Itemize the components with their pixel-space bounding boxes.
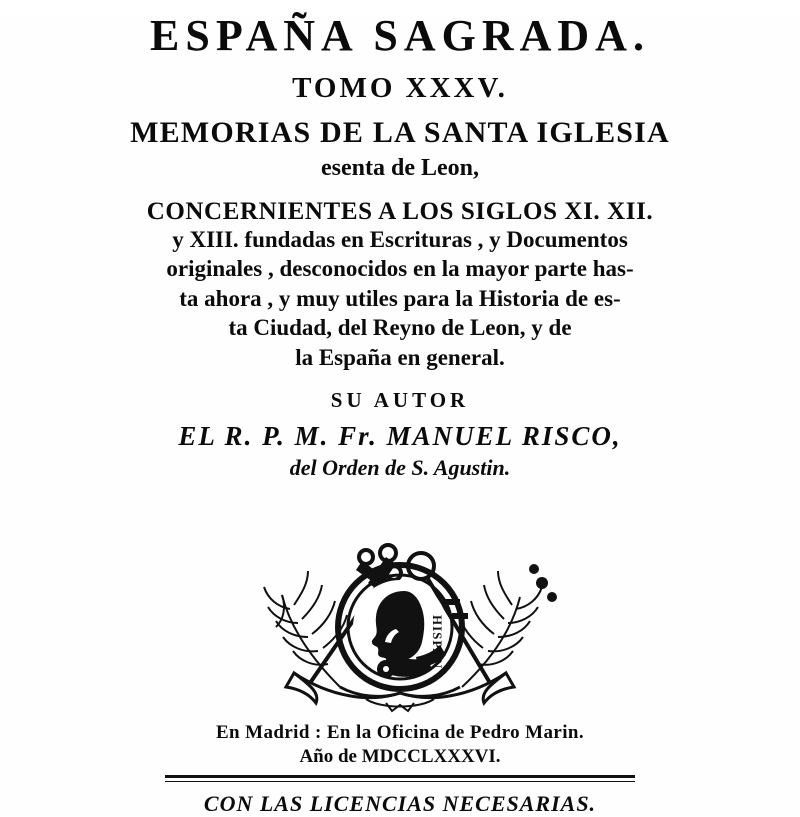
- hispania-medallion-emblem: [190, 487, 610, 717]
- author-label: SU AUTOR: [330, 388, 470, 413]
- author-order: del Orden de S. Agustin.: [289, 455, 511, 481]
- description-line-2: y XIII. fundadas en Escrituras , y Documentos: [172, 226, 628, 252]
- divider-thin: [165, 781, 635, 782]
- description-line-4: ta ahora , y muy utiles para la Historia de es-: [179, 285, 621, 311]
- subtitle-line-1: MEMORIAS DE LA SANTA IGLESIA: [130, 116, 670, 149]
- licence-line: CON LAS LICENCIAS NECESARIAS.: [203, 790, 597, 816]
- emblem-container: [0, 486, 800, 718]
- title-page: [0, 11, 800, 816]
- medallion-legend: HISPAN: [430, 614, 445, 669]
- description-line-5: ta Ciudad, del Reyno de Leon, y de: [228, 315, 572, 341]
- author-name: EL R. P. M. Fr. MANUEL RISCO,: [178, 421, 622, 452]
- imprint-line: En Madrid : En la Oficina de Pedro Marin.: [215, 721, 585, 743]
- description-line-6: la España en general.: [295, 344, 505, 370]
- description-line-3: originales , desconocidos en la mayor parte has-: [166, 256, 634, 282]
- imprint-year: Año de MDCCLXXXVI.: [299, 745, 501, 767]
- page-title: ESPAÑA SAGRADA.: [150, 11, 650, 60]
- description-line-1: CONCERNIENTES A LOS SIGLOS XI. XII.: [146, 197, 654, 225]
- divider-rules: [165, 775, 635, 782]
- volume-label: TOMO XXXV.: [292, 72, 508, 104]
- divider-thick: [165, 775, 635, 778]
- subtitle-line-2: esenta de Leon,: [321, 154, 479, 181]
